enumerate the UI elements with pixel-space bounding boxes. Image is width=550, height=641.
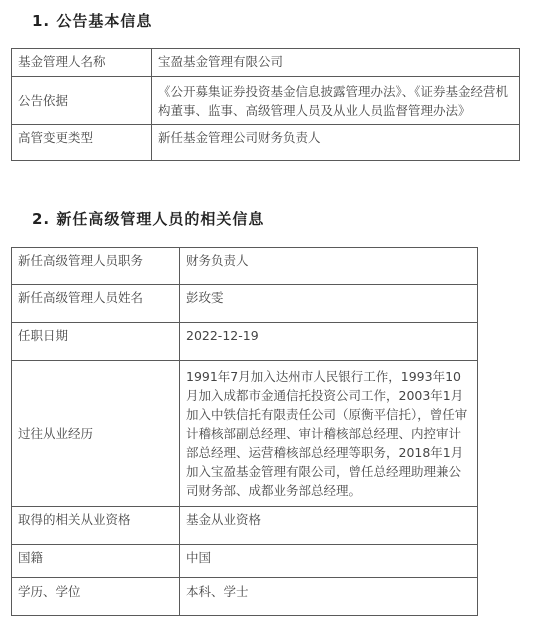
- row-label: 高管变更类型: [12, 125, 152, 161]
- table-row: [12, 77, 520, 125]
- row-label: 任职日期: [12, 323, 180, 361]
- table-row: [12, 285, 478, 323]
- announcement-basic-info-table: [11, 48, 520, 161]
- row-label: 新任高级管理人员姓名: [12, 285, 180, 323]
- row-value: 2022-12-19: [180, 323, 478, 361]
- row-value: 新任基金管理公司财务负责人: [152, 125, 520, 161]
- row-value: 中国: [180, 545, 478, 578]
- row-label: 过往从业经历: [12, 361, 180, 507]
- section-2-title: 2. 新任高级管理人员的相关信息: [32, 210, 265, 228]
- new-executive-info-table: [11, 247, 478, 616]
- table-row: [12, 507, 478, 545]
- table-row: [12, 545, 478, 578]
- row-label: 取得的相关从业资格: [12, 507, 180, 545]
- table-row: [12, 361, 478, 507]
- row-label: 新任高级管理人员职务: [12, 248, 180, 285]
- row-value: 本科、学士: [180, 578, 478, 616]
- row-label: 基金管理人名称: [12, 49, 152, 77]
- row-value: 财务负责人: [180, 248, 478, 285]
- row-value: 基金从业资格: [180, 507, 478, 545]
- row-label: 公告依据: [12, 77, 152, 125]
- section-1-title: 1. 公告基本信息: [32, 12, 153, 30]
- table-row: [12, 323, 478, 361]
- row-value: 1991年7月加入达州市人民银行工作，1993年10月加入成都市金通信托投资公司工作，2003年1月加入中铁信托有限责任公司（原衡平信托），曾任审计稽核部副总经理、审计稽核部总经理、内控审计部总经理、运营稽核部总经理等职务，2018年1月加入宝盈基金管理有限公司，曾任总经理助理兼公司财务部、成都业务部总经理。: [180, 361, 478, 507]
- table-row: [12, 248, 478, 285]
- row-value: 《公开募集证券投资基金信息披露管理办法》、《证券基金经营机构董事、监事、高级管理人员及从业人员监督管理办法》: [152, 77, 520, 125]
- table-row: [12, 125, 520, 161]
- row-label: 学历、学位: [12, 578, 180, 616]
- table-row: [12, 578, 478, 616]
- table-row: [12, 49, 520, 77]
- row-value: 宝盈基金管理有限公司: [152, 49, 520, 77]
- row-label: 国籍: [12, 545, 180, 578]
- row-value: 彭玫雯: [180, 285, 478, 323]
